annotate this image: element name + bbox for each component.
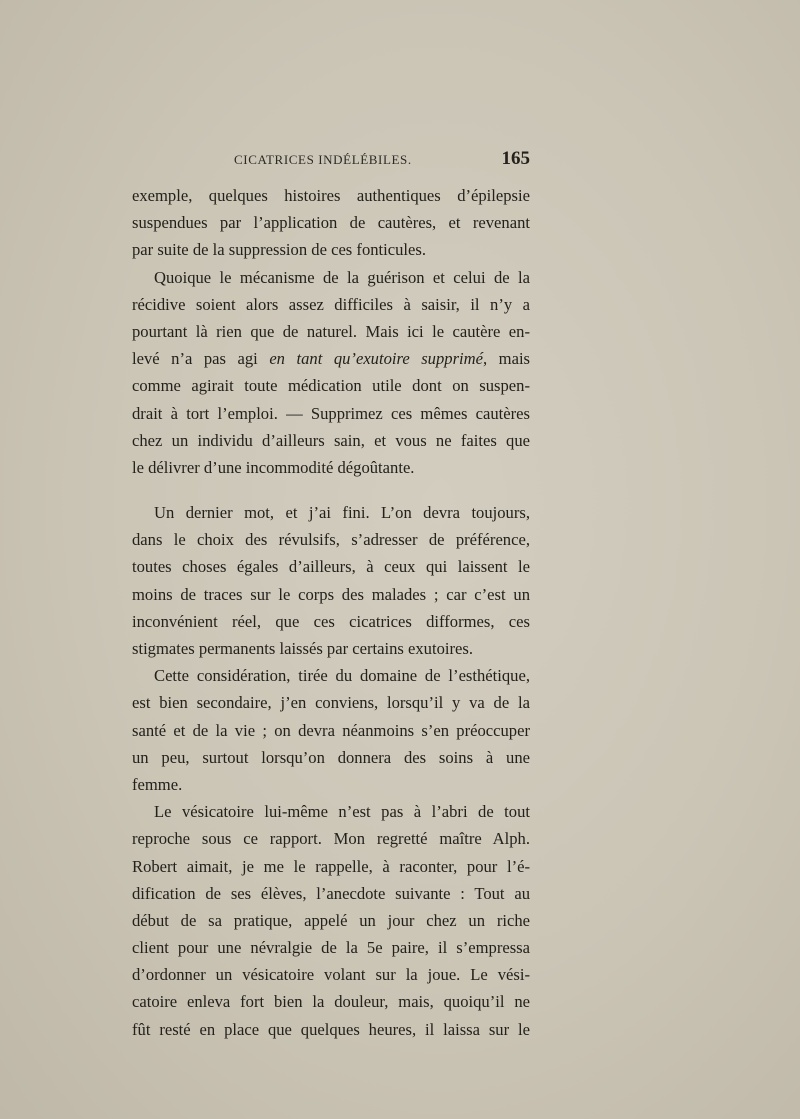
text-line: client pour une névralgie de la 5e paire, il s’empressa (132, 938, 530, 958)
text-line: moins de traces sur le corps des malades ; car c’est un (132, 584, 530, 604)
text-segment: levé n’a pas agi (132, 349, 270, 369)
body-text (132, 182, 530, 1043)
text-line: Cette considération, tirée du domaine de l’esthétique, (154, 666, 530, 686)
text-line: reproche sous ce rapport. Mon regretté maître Alph. (132, 829, 530, 849)
text-line: un peu, surtout lorsqu’on donnera des soins à une (132, 747, 530, 767)
text-line: stigmates permanents laissés par certains exutoires. (132, 639, 473, 658)
text-line: femme. (132, 774, 183, 794)
text-line-with-italic (132, 345, 530, 372)
text-line: début de sa pratique, appelé un jour chez un riche (132, 910, 530, 930)
text-line: récidive soient alors assez difficiles à saisir, il n’y a (132, 294, 530, 314)
text-line: est bien secondaire, j’en conviens, lorsqu’il y va de la (132, 693, 530, 713)
text-line: catoire enleva fort bien la douleur, mais, quoiqu’il ne (132, 992, 530, 1012)
page-header (132, 148, 530, 172)
text-line: inconvénient réel, que ces cicatrices difformes, ces (132, 611, 530, 631)
text-line: chez un individu d’ailleurs sain, et vous ne faites que (132, 430, 530, 450)
text-line: Quoique le mécanisme de la guérison et celui de la (154, 267, 530, 287)
running-title: CICATRICES INDÉLÉBILES. (234, 152, 412, 167)
text-line: drait à tort l’emploi. — Supprimez ces mêmes cautères (132, 403, 530, 423)
text-line: Le vésicatoire lui-même n’est pas à l’abri de tout (154, 802, 530, 822)
text-line: Un dernier mot, et j’ai fini. L’on devra toujours, (154, 503, 530, 523)
page-number: 165 (501, 148, 530, 169)
italic-phrase: en tant qu’exutoire supprimé (269, 349, 483, 369)
text-line: suspendues par l’application de cautères, et revenant (132, 213, 530, 233)
text-line: toutes choses égales d’ailleurs, à ceux qui laissent le (132, 557, 530, 577)
text-line: comme agirait toute médication utile dont on suspen- (132, 376, 530, 396)
text-line: santé et de la vie ; on devra néanmoins s’en préoccuper (132, 720, 530, 740)
text-line: d’ordonner un vésicatoire volant sur la joue. Le vési- (132, 965, 530, 985)
text-line: le délivrer d’une incommodité dégoûtante. (132, 457, 415, 477)
text-line: par suite de la suppression de ces fonticules. (132, 240, 426, 260)
text-line: dification de ses élèves, l’anecdote suivante : Tout au (132, 883, 530, 903)
text-line: dans le choix des révulsifs, s’adresser de préférence, (132, 530, 530, 550)
text-line: exemple, quelques histoires authentiques d’épilepsie (132, 186, 530, 205)
text-segment: , mais (483, 349, 530, 369)
text-line: Robert aimait, je me le rappelle, à raconter, pour l’é- (132, 856, 530, 876)
text-line: pourtant là rien que de naturel. Mais ici le cautère en- (132, 321, 530, 341)
text-line: fût resté en place que quelques heures, il laissa sur le (132, 1019, 530, 1039)
